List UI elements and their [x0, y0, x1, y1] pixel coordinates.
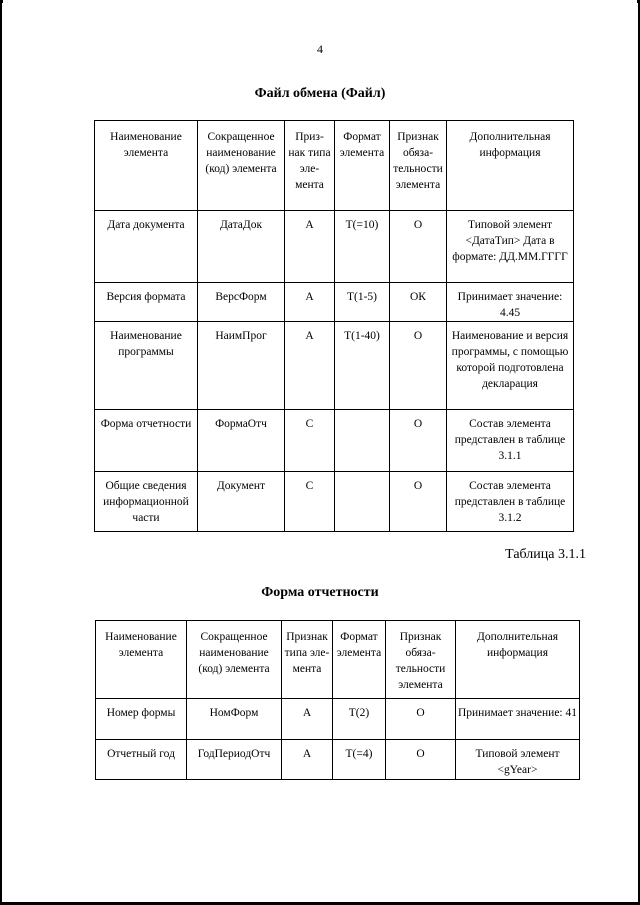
table-cell: Форма отчетности	[95, 410, 198, 472]
table-cell: Состав элемента представлен в таблице 3.1.1	[447, 410, 574, 472]
table-cell: Т(2)	[333, 699, 386, 740]
table-report-form	[95, 620, 580, 780]
table-cell: А	[285, 322, 335, 410]
table-cell: ДатаДок	[198, 211, 285, 283]
table-cell: Типовой элемент <ДатаТип> Дата в формате: ДД.ММ.ГГГГ	[447, 211, 574, 283]
table-cell: ОК	[390, 283, 447, 322]
table-cell: Отчетный год	[96, 740, 187, 780]
header-cell: Признак обяза- тельности элемента	[390, 121, 447, 211]
table-cell: ВерсФорм	[198, 283, 285, 322]
table-header-row	[95, 121, 574, 211]
table-cell: Наименование программы	[95, 322, 198, 410]
table-cell: Состав элемента представлен в таблице 3.1.2	[447, 472, 574, 532]
header-cell: Дополнительная информация	[456, 621, 580, 699]
table-cell: Т(=10)	[335, 211, 390, 283]
table-cell: Наименование и версия программы, с помощью которой подготовлена декларация	[447, 322, 574, 410]
table-row	[96, 699, 580, 740]
table2-title: Форма отчетности	[261, 585, 379, 600]
table-cell: С	[285, 472, 335, 532]
table-row	[95, 283, 574, 322]
table-cell: Т(=4)	[333, 740, 386, 780]
table-cell	[335, 472, 390, 532]
table-cell: Т(1-40)	[335, 322, 390, 410]
table-cell: НаимПрог	[198, 322, 285, 410]
table-cell: О	[390, 410, 447, 472]
table-row	[95, 472, 574, 532]
table-cell: А	[285, 211, 335, 283]
table-cell: С	[285, 410, 335, 472]
table-row	[95, 211, 574, 283]
table-cell: Общие сведения информационной части	[95, 472, 198, 532]
header-cell: Признак обяза- тельности элемента	[386, 621, 456, 699]
table-cell: Номер формы	[96, 699, 187, 740]
header-cell: Сокращенное наименование (код) элемента	[187, 621, 282, 699]
header-cell: Формат элемента	[333, 621, 386, 699]
table-cell: А	[282, 699, 333, 740]
table-cell: Дата документа	[95, 211, 198, 283]
table-cell: О	[390, 472, 447, 532]
table-header-row	[96, 621, 580, 699]
table-cell: О	[386, 740, 456, 780]
table-cell: О	[390, 322, 447, 410]
header-cell: Дополнительная информация	[447, 121, 574, 211]
table-cell: О	[386, 699, 456, 740]
table-cell: ГодПериодОтч	[187, 740, 282, 780]
header-cell: Формат элемента	[335, 121, 390, 211]
table-cell: Т(1-5)	[335, 283, 390, 322]
table-row	[95, 410, 574, 472]
header-cell: Признак типа эле- мента	[282, 621, 333, 699]
header-cell: Сокращенное наименование (код) элемента	[198, 121, 285, 211]
header-cell: Наименование элемента	[96, 621, 187, 699]
table-cell: НомФорм	[187, 699, 282, 740]
table-cell	[335, 410, 390, 472]
table-cell: А	[285, 283, 335, 322]
table-row	[95, 322, 574, 410]
table-caption: Таблица 3.1.1	[505, 547, 586, 562]
table1-title: Файл обмена (Файл)	[254, 86, 386, 101]
table-cell: ФормаОтч	[198, 410, 285, 472]
table-cell: Типовой элемент <gYear>	[456, 740, 580, 780]
page-number: 4	[317, 42, 323, 56]
table-cell: А	[282, 740, 333, 780]
header-cell: Наименование элемента	[95, 121, 198, 211]
table-cell: Принимает значение: 4.45	[447, 283, 574, 322]
table-cell: О	[390, 211, 447, 283]
corner-mark	[0, 0, 3, 3]
table-cell: Документ	[198, 472, 285, 532]
table-file-exchange	[94, 120, 574, 532]
table-cell: Принимает значение: 41	[456, 699, 580, 740]
table-row	[96, 740, 580, 780]
table-cell: Версия формата	[95, 283, 198, 322]
header-cell: Приз- нак типа эле- мента	[285, 121, 335, 211]
